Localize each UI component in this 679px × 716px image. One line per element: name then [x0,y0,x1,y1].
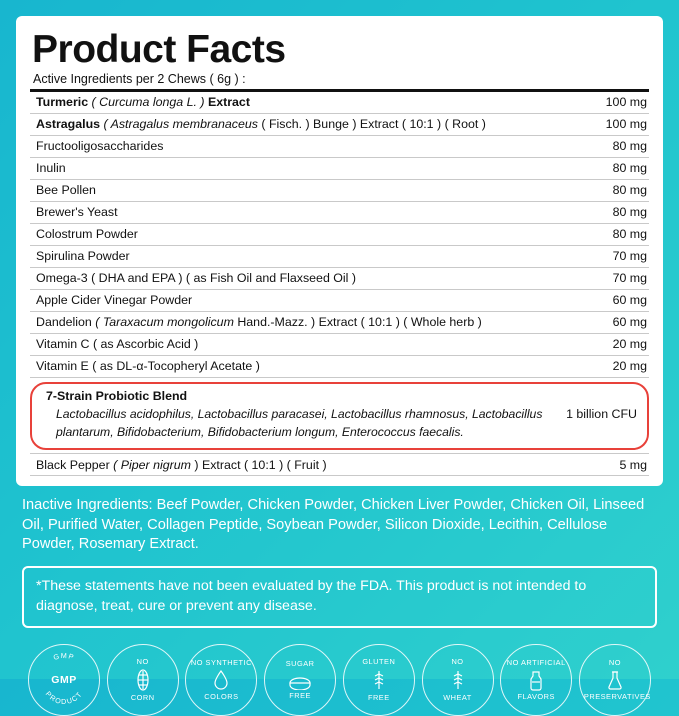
serving-subtitle: Active Ingredients per 2 Chews ( 6g ) : [33,71,246,86]
droplet-icon [212,669,230,691]
ingredient-detail-tail: ) Extract ( 10:1 ) ( Fruit ) [194,457,327,472]
ingredient-name: Dandelion [36,315,92,330]
ingredients-table [30,92,649,378]
ingredient-name: Fructooligosaccharides [36,139,164,154]
probiotic-strains: Lactobacillus acidophilus, Lactobacillus paracasei, Lactobacillus rhamnosus, Lactobacillus plantarum, Bifidobacterium, Bifidobacterium longum, Enterococcus faecalis. [56,406,543,439]
ingredient-cell [30,454,561,476]
badge-bottom-text: PRODUCT [43,689,85,707]
ingredient-amount: 100 mg [561,113,649,135]
probiotic-amount: 1 billion CFU [566,406,637,421]
badge-label-gmp: GMP [51,673,77,686]
badge-no-corn [107,644,179,716]
product-facts-panel [16,16,663,486]
badge-top-label: NO [608,658,621,668]
ingredient-amount: 70 mg [561,267,649,289]
wheat-icon [449,668,467,692]
table-row [30,289,649,311]
ingredient-name: Spirulina Powder [36,249,130,264]
badge-top-label: NO [451,657,464,667]
ingredient-name: Apple Cider Vinegar Powder [36,293,193,308]
corn-icon [134,668,152,692]
badge-top-text: GMP [52,651,76,663]
ingredient-cell [30,267,561,289]
ingredient-detail-italic: ( Astragalus membranaceus [100,117,262,132]
ingredient-amount: 80 mg [561,135,649,157]
ingredient-detail-tail: ( as DL-α-Tocopheryl Acetate ) [92,359,260,374]
ingredient-cell [30,355,561,377]
table-row [30,179,649,201]
ingredient-cell [30,311,561,333]
ingredient-name: Vitamin E [36,359,89,374]
ingredient-amount: 20 mg [561,333,649,355]
badge-no-preservatives [579,644,651,716]
wheat-icon [370,668,388,692]
ingredient-cell [30,157,561,179]
table-row [30,454,649,476]
probiotic-row [42,406,637,441]
table-row [30,157,649,179]
ingredient-detail-tail: ( as Ascorbic Acid ) [92,337,199,352]
fda-disclaimer: *These statements have not been evaluated by the FDA. This product is not intended to diagnose, treat, cure or prevent any disease. [22,566,657,628]
ingredient-cell [30,179,561,201]
inactive-ingredients: Inactive Ingredients: Beef Powder, Chicken Powder, Chicken Liver Powder, Chicken Oil, Linseed Oil, Purified Water, Collagen Peptide, Soybean Powder, Silicon Dioxide, Lecithin, Cellulose Powder, Rosemary Extract. [22,497,645,552]
flask-icon [606,669,624,691]
table-row [30,355,649,377]
certification-badges [28,644,651,716]
ingredient-name: Bee Pollen [36,183,96,198]
ingredient-amount: 70 mg [561,245,649,267]
ingredient-amount: 20 mg [561,355,649,377]
last-ingredient-table [30,453,649,476]
ingredient-cell [30,92,561,114]
badge-gmp [28,644,100,716]
ingredient-detail-bold: Extract [207,95,250,110]
ingredient-cell [30,333,561,355]
ingredient-amount: 80 mg [561,179,649,201]
ingredients-table-body [30,92,649,378]
ingredient-detail-tail: ( Fisch. ) Bunge ) Extract ( 10:1 ) ( Root ) [261,117,486,132]
ingredient-amount: 5 mg [561,454,649,476]
badge-top-label: GLUTEN [362,657,396,667]
ingredient-amount: 80 mg [561,201,649,223]
ingredient-name: Omega-3 [36,271,88,286]
sugar-cube-icon [288,670,312,690]
ingredient-name: Vitamin C [36,337,90,352]
table-row [30,223,649,245]
badge-top-label: SUGAR [285,659,315,669]
table-row [30,311,649,333]
ingredient-cell [30,113,561,135]
ingredient-cell [30,201,561,223]
ingredient-name: Brewer's Yeast [36,205,118,220]
ingredient-amount: 80 mg [561,223,649,245]
badge-top-label: NO ARTIFICIAL [506,658,566,668]
ingredient-cell [30,245,561,267]
probiotic-highlight [30,382,649,450]
ingredient-detail-italic: ( Curcuma longa L. ) [88,95,208,110]
badge-sugar-free [264,644,336,716]
table-row [30,201,649,223]
ingredient-name: Astragalus [36,117,101,132]
probiotic-title: 7-Strain Probiotic Blend [46,388,188,403]
table-row [30,113,649,135]
ingredient-detail-italic: ( Piper nigrum [109,457,195,472]
ingredient-cell [30,223,561,245]
badge-no-wheat [422,644,494,716]
badge-no-artificial-flavors [500,644,572,716]
probiotic-box [30,382,649,450]
ingredient-detail-tail: Hand.-Mazz. ) Extract ( 10:1 ) ( Whole herb ) [237,315,482,330]
badge-bottom-label: PRESERVATIVES [583,692,651,702]
ingredient-amount: 60 mg [561,311,649,333]
ingredient-amount: 80 mg [561,157,649,179]
badge-top-label: NO SYNTHETIC [190,658,252,668]
table-row [30,333,649,355]
table-row [30,135,649,157]
ingredient-cell [30,135,561,157]
ingredient-amount: 100 mg [561,92,649,114]
table-row [30,92,649,114]
badge-no-synthetic-colors [185,644,257,716]
badge-bottom-label: WHEAT [443,693,472,703]
badge-top-label: NO [136,657,149,667]
ingredient-cell [30,289,561,311]
badge-bottom-label: COLORS [204,692,239,702]
ingredient-name: Inulin [36,161,66,176]
ingredient-detail-italic: ( Taraxacum mongolicum [91,315,238,330]
badge-gluten-free [343,644,415,716]
ingredient-detail-tail: ( DHA and EPA ) ( as Fish Oil and Flaxseed Oil ) [91,271,356,286]
badge-bottom-label: CORN [130,693,155,703]
ingredient-name: Turmeric [36,95,89,110]
ingredient-name: Black Pepper [36,457,110,472]
ingredient-name: Colostrum Powder [36,227,138,242]
table-row [30,245,649,267]
badge-bottom-label: FREE [289,691,311,701]
badge-bottom-label: FREE [367,693,390,703]
table-row [30,267,649,289]
ingredient-amount: 60 mg [561,289,649,311]
badge-bottom-label: FLAVORS [517,692,555,702]
dropper-icon [527,669,545,691]
page-title: Product Facts [32,28,286,71]
